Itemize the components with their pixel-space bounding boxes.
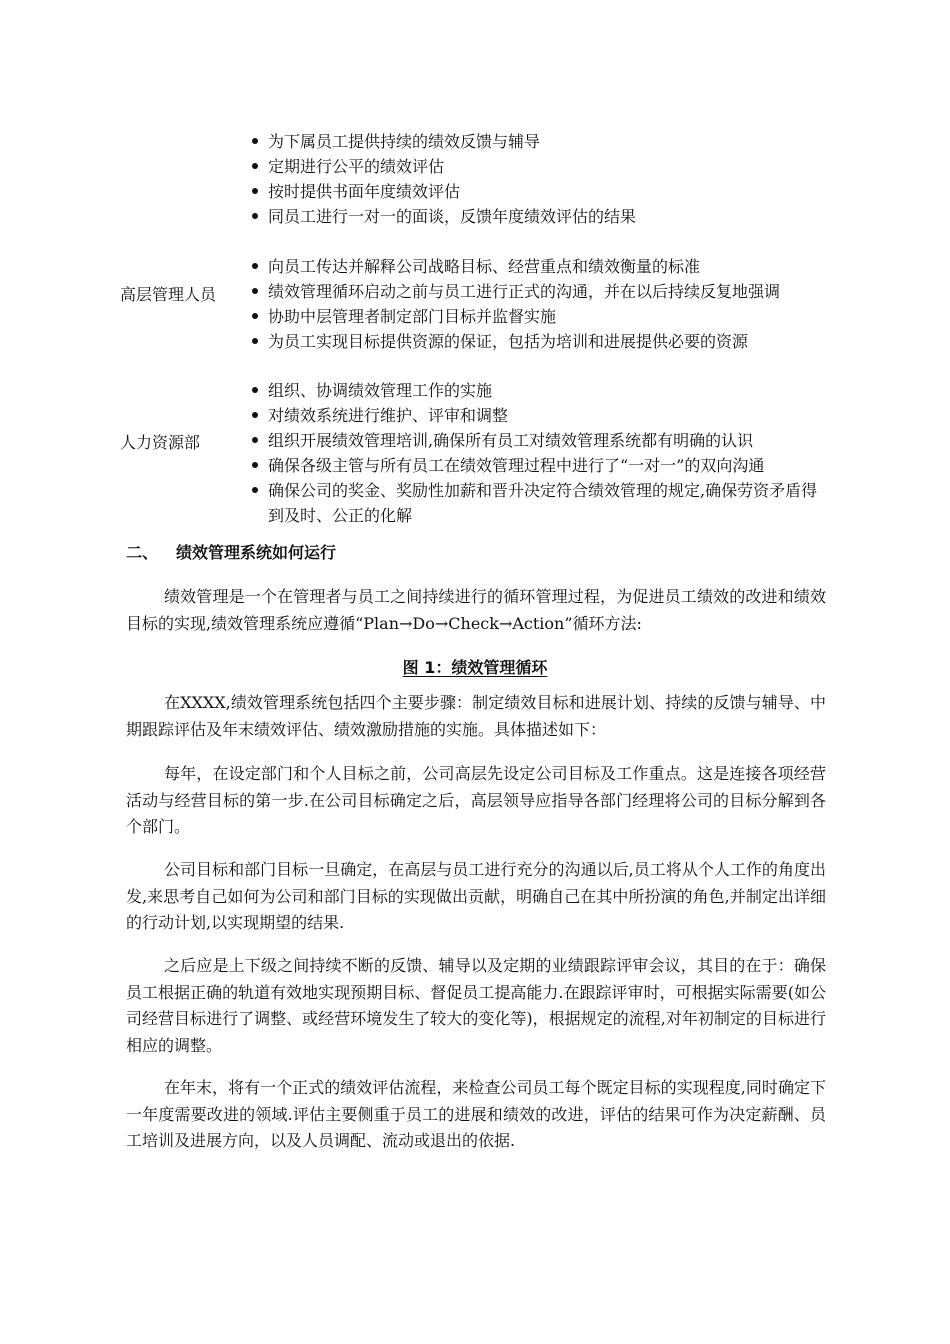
bullet-icon bbox=[252, 338, 258, 344]
section-heading bbox=[126, 541, 336, 565]
senior-management-responsibilities-list bbox=[246, 254, 846, 354]
bullet-icon bbox=[252, 163, 258, 169]
hr-department-label: 人力资源部 bbox=[120, 433, 201, 452]
bullet-icon bbox=[252, 213, 258, 219]
bullet-icon bbox=[252, 412, 258, 418]
body-paragraph: 每年，在设定部门和个人目标之前，公司高层先设定公司目标及工作重点。这是连接各项经营活动与经营目标的第一步.在公司目标确定之后，高层领导应指导各部门经理将公司的目标分解到各个部门。 bbox=[126, 764, 826, 836]
list-item: 组织开展绩效管理培训,确保所有员工对绩效管理系统都有明确的认识 bbox=[246, 428, 846, 453]
body-paragraph: 在年末，将有一个正式的绩效评估流程，来检查公司员工每个既定目标的实现程度,同时确定下一年度需要改进的领域.评估主要侧重于员工的进展和绩效的改进，评估的结果可作为决定薪酬、员工培训及进展方向，以及人员调配、流动或退出的依据. bbox=[126, 1078, 826, 1150]
list-item: 为下属员工提供持续的绩效反馈与辅导 bbox=[246, 129, 846, 154]
senior-management-label: 高层管理人员 bbox=[120, 285, 217, 304]
list-item: 绩效管理循环启动之前与员工进行正式的沟通，并在以后持续反复地强调 bbox=[246, 279, 846, 304]
list-item: 同员工进行一对一的面谈，反馈年度绩效评估的结果 bbox=[246, 204, 846, 229]
bullet-icon bbox=[252, 387, 258, 393]
bullet-icon bbox=[252, 487, 258, 493]
list-item: 组织、协调绩效管理工作的实施 bbox=[246, 378, 846, 403]
list-item: 向员工传达并解释公司战略目标、经营重点和绩效衡量的标准 bbox=[246, 254, 846, 279]
bullet-icon bbox=[252, 462, 258, 468]
body-paragraph: 之后应是上下级之间持续不断的反馈、辅导以及定期的业绩跟踪评审会议，其目的在于：确保员工根据正确的轨道有效地实现预期目标、督促员工提高能力.在跟踪评审时，可根据实际需要(如公司经营目标进行了调整、或经营环境发生了较大的变化等)，根据规定的流程,对年初制定的目标进行相应的调整。 bbox=[126, 956, 826, 1055]
steps-paragraph: 在XXXX,绩效管理系统包括四个主要步骤：制定绩效目标和进展计划、持续的反馈与辅导、中期跟踪评估及年末绩效评估、绩效激励措施的实施。具体描述如下： bbox=[126, 693, 826, 739]
list-item: 对绩效系统进行维护、评审和调整 bbox=[246, 403, 846, 428]
bullet-icon bbox=[252, 263, 258, 269]
bullet-icon bbox=[252, 313, 258, 319]
list-item: 为员工实现目标提供资源的保证，包括为培训和进展提供必要的资源 bbox=[246, 329, 846, 354]
section-number: 二、 bbox=[126, 543, 159, 562]
bullet-icon bbox=[252, 138, 258, 144]
body-paragraph: 公司目标和部门目标一旦确定，在高层与员工进行充分的沟通以后,员工将从个人工作的角度出发,来思考自己如何为公司和部门目标的实现做出贡献，明确自己在其中所扮演的角色,并制定出详细的行动计划,以实现期望的结果. bbox=[126, 860, 826, 932]
list-item: 定期进行公平的绩效评估 bbox=[246, 154, 846, 179]
list-item: 协助中层管理者制定部门目标并监督实施 bbox=[246, 304, 846, 329]
bullet-icon bbox=[252, 288, 258, 294]
intro-paragraph: 绩效管理是一个在管理者与员工之间持续进行的循环管理过程，为促进员工绩效的改进和绩效目标的实现,绩效管理系统应遵循“Plan→Do→Check→Action”循环方法: bbox=[126, 587, 826, 633]
bullet-icon bbox=[252, 437, 258, 443]
list-item: 确保公司的奖金、奖励性加薪和晋升决定符合绩效管理的规定,确保劳资矛盾得到及时、公正的化解 bbox=[246, 478, 828, 528]
middle-manager-responsibilities-list bbox=[246, 129, 846, 229]
bullet-icon bbox=[252, 188, 258, 194]
hr-department-responsibilities-list bbox=[246, 378, 846, 528]
list-item: 按时提供书面年度绩效评估 bbox=[246, 179, 846, 204]
figure-caption: 图 1：绩效管理循环 bbox=[402, 658, 548, 677]
list-item: 确保各级主管与所有员工在绩效管理过程中进行了“一对一”的双向沟通 bbox=[246, 453, 846, 478]
section-title: 绩效管理系统如何运行 bbox=[176, 543, 337, 562]
